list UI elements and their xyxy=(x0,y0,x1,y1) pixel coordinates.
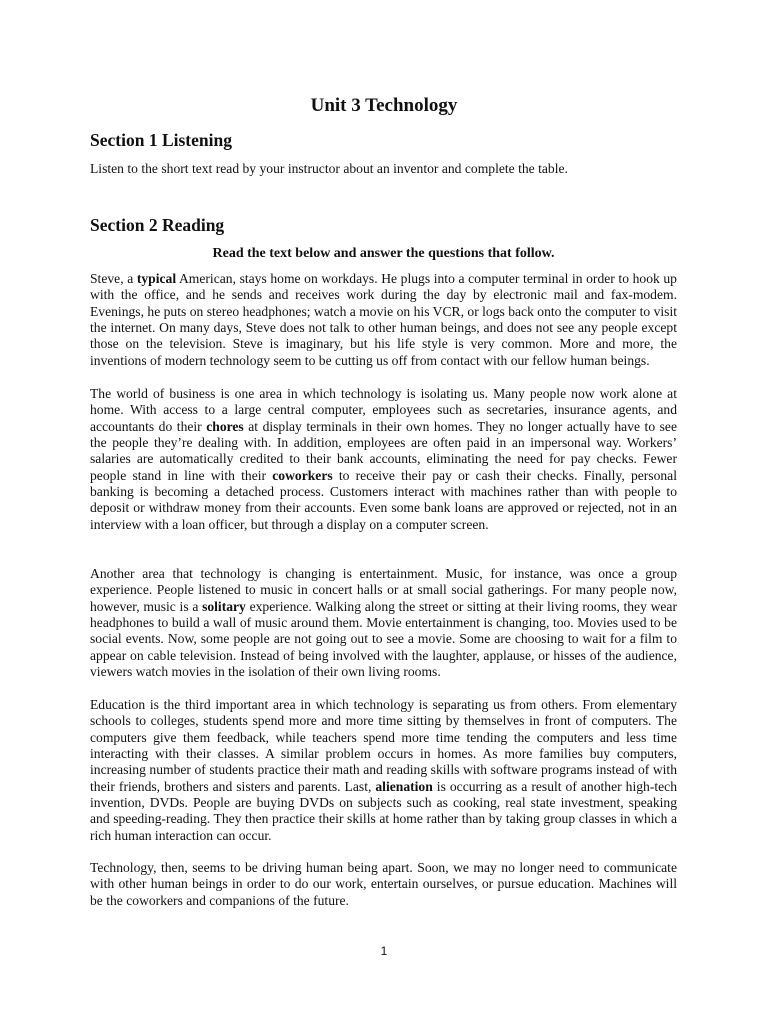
page-title: Unit 3 Technology xyxy=(310,95,458,116)
keyword: typical xyxy=(136,271,177,286)
paragraph-2: The world of business is one area in which technology is isolating us. Many people now work alone at home. With access to a large central computer, employees such as secretaries, insurance agents, and accountants do their chores at display terminals in their own homes. They no longer actually have to see the people they’re dealing with. In addition, employees are often paid in an impersonal way. Workers’ salaries are automatically credited to their bank accounts, eliminating the need for pay checks. Fewer people stand in line with their coworkers to receive their pay or cash their checks. Finally, personal banking is becoming a detached process. Customers interact with machines rather than with people to deposit or withdraw money from their accounts. Even some bank loans are approved or rejected, not in an interview with a loan officer, but through a display on a computer screen. xyxy=(90,386,677,532)
paragraph-1: Steve, a typical American, stays home on workdays. He plugs into a computer terminal in order to hook up with the office, and he sends and receives work during the day by electronic mail and fax-modem. Evenings, he puts on stereo headphones; watch a movie on his VCR, or logs back onto the computer to visit the internet. On many days, Steve does not talk to other human beings, and does not see any people except those on the television. Steve is imaginary, but his life style is very common. More and more, the inventions of modern technology seem to be cutting us off from contact with our fellow human beings. xyxy=(90,271,677,368)
section-1-text: Listen to the short text read by your instructor about an inventor and complete the table. xyxy=(90,161,568,176)
keyword: coworkers xyxy=(272,467,333,483)
keyword: alienation xyxy=(375,778,433,794)
reading-instruction: Read the text below and answer the questions that follow. xyxy=(212,246,555,261)
paragraph-3: Another area that technology is changing is entertainment. Music, for instance, was once a group experience. People listened to music in concert halls or at small social gatherings. For many people now, however, music is a solitary experience. Walking along the street or sitting at their living rooms, they wear headphones to build a wall of music around them. Movie entertainment is changing, too. Movies used to be social events. Now, some people are not going out to see a movie. Some are choosing to wait for a film to appear on cable television. Instead of being involved with the laughter, applause, or hisses of the audience, viewers watch movies in the isolation of their own living rooms. xyxy=(90,566,677,680)
page-number: 1 xyxy=(380,944,388,958)
paragraph-4: Education is the third important area in which technology is separating us from others. From elementary schools to colleges, students spend more and more time sitting by themselves in front of computers. The computers give them feedback, while teachers spend more time tending the computers and less time interacting with their classes. A similar problem occurs in homes. As more families buy computers, increasing number of students practice their math and reading skills with software programs instead of with their friends, brothers and sisters and parents. Last, alienation is occurring as a result of another high-tech invention, DVDs. People are buying DVDs on subjects such as cooking, real state investment, speaking and speeding-reading. They then practice their skills at home rather than by taking group classes in which a rich human interaction can occur. xyxy=(90,697,677,843)
section-1-heading: Section 1 Listening xyxy=(90,130,232,150)
section-2-heading: Section 2 Reading xyxy=(90,215,225,235)
keyword: solitary xyxy=(202,598,246,614)
keyword: chores xyxy=(206,418,244,434)
paragraph-5: Technology, then, seems to be driving human being apart. Soon, we may no longer need to communicate with other human beings in order to do our work, entertain ourselves, or pursue education. Machines will be the coworkers and companions of the future. xyxy=(90,860,677,908)
